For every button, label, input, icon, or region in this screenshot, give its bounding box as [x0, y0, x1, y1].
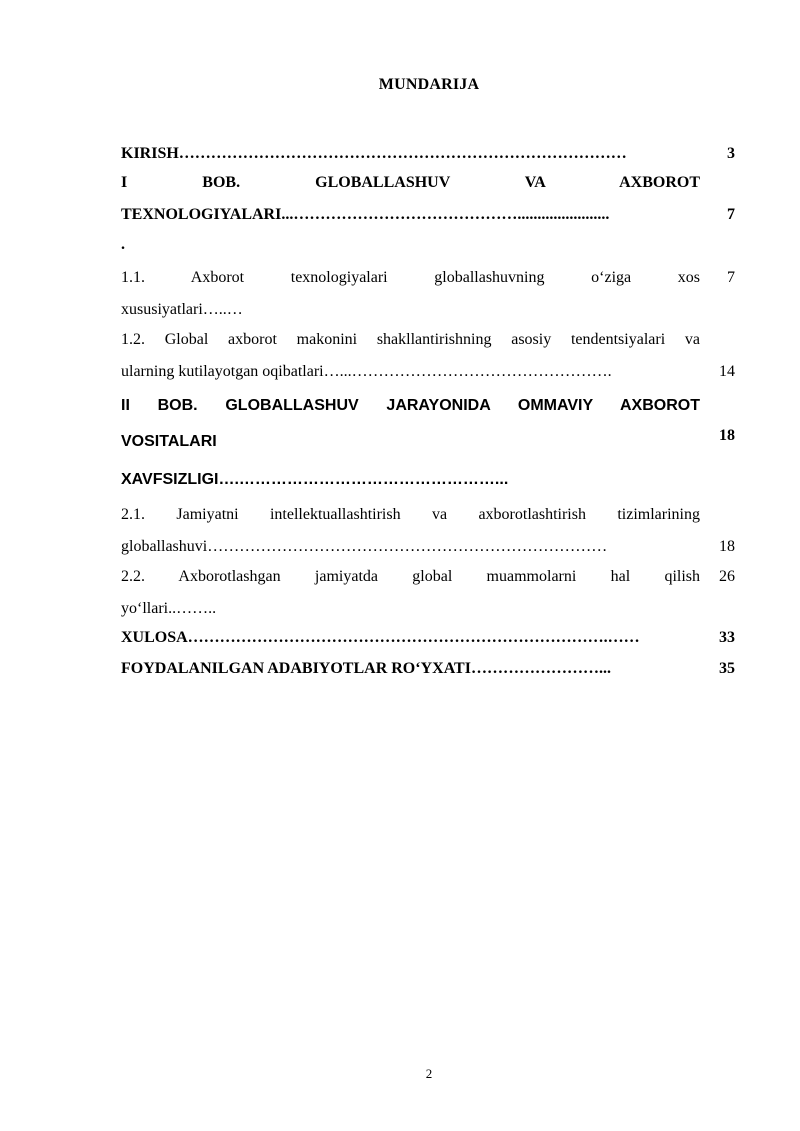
toc-entry-text: XULOSA…………………………………………………………………….……: [121, 629, 640, 646]
toc-entry-text-line1: 2.1. Jamiyatni intellektuallashtirish va axborotlashtirish tizimlarining: [121, 506, 700, 523]
toc-entry-text-line1: II BOB. GLOBALLASHUV JARAYONIDA OMMAVIY AXBOROT: [121, 397, 700, 414]
toc-entry-text-line2: ularning kutilayotgan oqibatlari…...………………………………………….: [121, 363, 612, 380]
toc-entry-text-line1: 1.1. Axborot texnologiyalari globallashuvning o‘ziga xos: [121, 269, 700, 286]
toc-entry-text-line1: 2.2. Axborotlashgan jamiyatda global muammolarni hal qilish: [121, 568, 700, 585]
toc-entry-text-line1: 1.2. Global axborot makonini shakllantirishning asosiy tendentsiyalari va: [121, 331, 700, 348]
toc-entry-chapter-2: [121, 388, 735, 498]
toc-page-number: 14: [719, 363, 735, 380]
toc-entry-references: [121, 653, 735, 685]
toc-entry-text: FOYDALANILGAN ADABIYOTLAR RO‘YXATI……………………...: [121, 660, 611, 677]
toc-entry-text-line3: .: [121, 236, 125, 253]
toc-page-number: 3: [727, 145, 735, 162]
toc-entry-kirish: [121, 138, 735, 170]
toc-entry-chapter-1: [121, 167, 735, 267]
toc-entry-text: KIRISH…………………………………………………………………………: [121, 145, 627, 162]
toc-entry-section-1-1: [121, 262, 735, 326]
toc-title: MUNDARIJA: [378, 76, 480, 93]
toc-entry-section-2-1: [121, 499, 735, 563]
toc-entry-section-1-2: [121, 324, 735, 388]
toc-page-number: 18: [719, 538, 735, 555]
toc-entry-text-line2: yo‘llari..……..: [121, 600, 217, 617]
toc-entry-text-line2: xususiyatlari…..…: [121, 301, 243, 318]
toc-entry-text-line2: globallashuvi…………………………………………………………………: [121, 538, 608, 555]
toc-entry-text-line2: TEXNOLOGIYALARI...…………………………………….......................: [121, 206, 610, 223]
toc-entry-section-2-2: [121, 561, 735, 625]
toc-page-number: 7: [727, 206, 735, 223]
toc-page-number: 26: [719, 568, 735, 585]
toc-page-number: 33: [719, 629, 735, 646]
page-number-footer: 2: [425, 1066, 433, 1081]
toc-entry-text-line3: XAVFSIZLIGI….…………………………………………...: [121, 471, 509, 488]
toc-page-number: 35: [719, 660, 735, 677]
toc-entry-text-line2: VOSITALARI: [121, 433, 217, 450]
toc-entry-xulosa: [121, 622, 735, 654]
toc-page-number: 7: [727, 269, 735, 286]
toc-page-number: 18: [719, 427, 735, 444]
toc-entry-text-line1: I BOB. GLOBALLASHUV VA AXBOROT: [121, 174, 700, 191]
